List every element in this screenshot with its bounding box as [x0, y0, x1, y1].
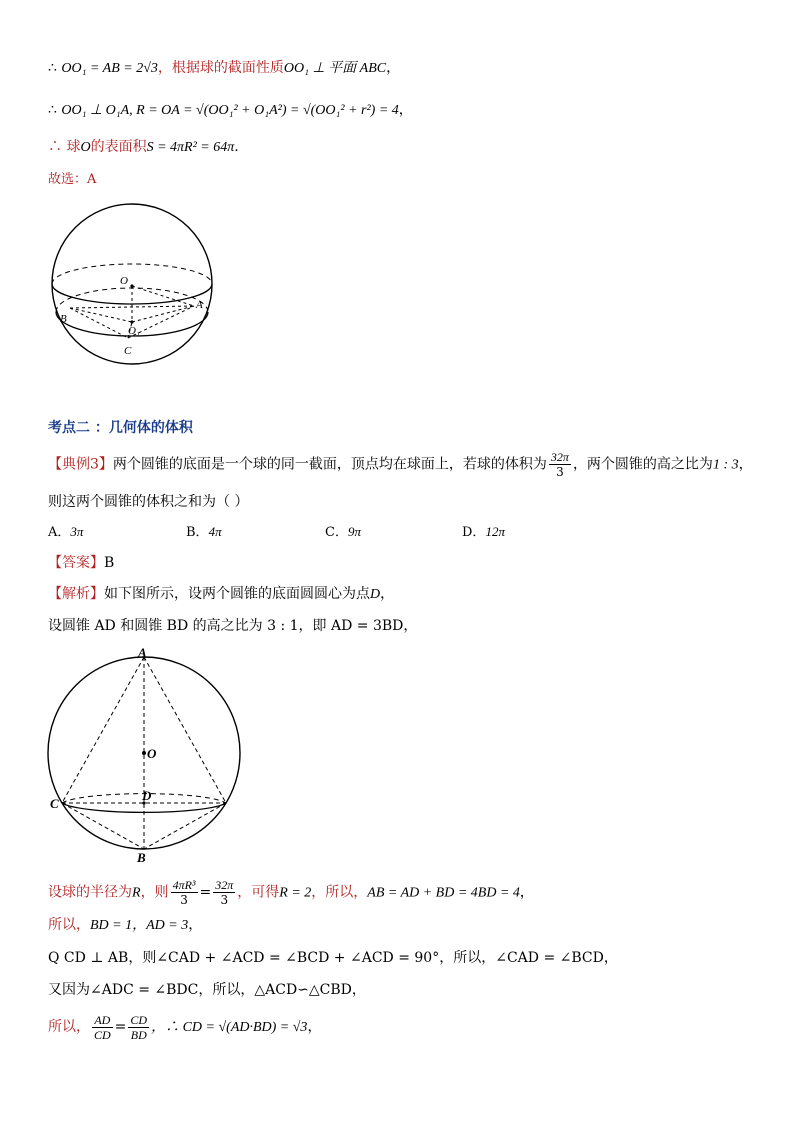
sphere-figure-1 [44, 198, 224, 378]
formula-cd: ，∴ CD = √(AD·BD) = √3 [151, 1020, 308, 1035]
label-a: A [138, 645, 147, 660]
formula-oo1: OO₁ = AB = 2√3 [61, 61, 158, 76]
step3-line [48, 137, 239, 158]
punct: ， [307, 1019, 322, 1035]
label-c: C [50, 796, 59, 811]
analysis-line1 [48, 584, 394, 605]
ratio-fraction-2 [128, 1013, 149, 1042]
option-letter: C． [325, 525, 348, 540]
frac-den: 3 [220, 893, 229, 907]
option-letter: D． [462, 525, 486, 540]
label-b: B [137, 850, 146, 865]
volume-fraction [171, 878, 198, 907]
calc1-text2: ，则 [140, 884, 169, 901]
formula-ab: AB = AD + BD = 4BD = 4 [367, 885, 520, 901]
punct: ， [398, 102, 413, 118]
frac-num: CD [130, 1012, 148, 1027]
sphere-cone-figure [40, 645, 250, 865]
calc2-text: 所以， [48, 917, 90, 933]
formula-perp: OO₁ ⊥ 平面 ABC [283, 61, 387, 76]
label-o1: O₁ [128, 325, 140, 337]
step3-prefix: ∴ 球 [48, 139, 81, 155]
frac-den: CD [94, 1027, 111, 1042]
equals: = [199, 884, 212, 901]
frac-den: 3 [556, 465, 564, 479]
analysis-text: 如下图所示，设两个圆锥的底面圆圆心为点 [104, 586, 370, 602]
punct: ， [380, 586, 395, 602]
ratio-fraction-1 [92, 1013, 113, 1042]
frac-den: 3 [180, 893, 188, 907]
var-d: D [370, 587, 381, 602]
label-d: D [142, 788, 152, 803]
option-value: 12π [485, 524, 505, 539]
frac-num: AD [92, 1013, 113, 1028]
sphere-volume-fraction [549, 450, 571, 479]
option-b[interactable] [186, 522, 222, 543]
volume-value-fraction [213, 878, 235, 907]
punct: ， [188, 917, 203, 933]
formula-bd-ad: BD = 1，AD = 3 [90, 918, 189, 933]
option-value: 9π [347, 524, 361, 539]
formula-surface: S = 4πR² = 64π [146, 140, 235, 155]
formula-radius: OO₁ ⊥ O₁A, R = OA = √(OO₁² + O₁A²) = √(OO₁² + r²) = 4 [61, 103, 399, 118]
frac-num: 32π [550, 450, 569, 464]
label-a: A [196, 299, 203, 311]
calc1-text3: ，可得 [237, 884, 280, 901]
frac-den: BD [130, 1027, 147, 1042]
option-value: 4π [208, 524, 222, 539]
step2-line [48, 100, 413, 121]
option-letter: B． [186, 525, 209, 540]
calc-line1 [48, 878, 534, 907]
equals: = [114, 1019, 127, 1035]
analysis-line2: 设圆锥 AD 和圆锥 BD 的高之比为 3 : 1，即 AD = 3BD， [48, 618, 418, 634]
var-r: R [132, 885, 141, 901]
example-line1 [48, 450, 753, 479]
example-label: 【典例3】 [48, 456, 113, 473]
therefore-symbol: ∴ [48, 60, 62, 76]
example-text1: 两个圆锥的底面是一个球的同一截面，顶点均在球面上，若球的体积为 [112, 456, 547, 473]
calc1-text1: 设球的半径为 [48, 884, 132, 901]
punct: ， [738, 456, 753, 473]
step1-text: ，根据球的截面性质 [157, 60, 284, 76]
frac-num: 4πR³ [172, 878, 196, 892]
therefore-symbol: ∴ [48, 102, 62, 118]
option-letter: A． [48, 525, 71, 540]
calc-line5 [48, 1012, 321, 1043]
option-value: 3π [70, 524, 84, 539]
example-line2: 则这两个圆锥的体积之和为（ ） [48, 494, 249, 510]
punct: ， [519, 884, 534, 901]
ratio: 1 : 3 [712, 457, 739, 473]
calc1-text4: ，所以， [311, 884, 368, 901]
punct: . [234, 139, 239, 155]
option-a[interactable] [48, 522, 83, 543]
calc-line4: 又因为∠ADC = ∠BDC，所以，△ACD∽△CBD， [48, 982, 366, 998]
frac-num: 32π [215, 878, 234, 892]
step3-text: 的表面积 [90, 139, 147, 155]
formula-r: R = 2 [279, 885, 312, 901]
calc-line2 [48, 915, 202, 936]
option-c[interactable] [325, 522, 361, 543]
answer1: 故选：A [48, 172, 97, 187]
analysis-label: 【解析】 [48, 586, 104, 602]
label-b: B [60, 313, 67, 325]
label-o: O [120, 275, 128, 287]
var-o: O [80, 140, 91, 155]
step1-line [48, 58, 400, 79]
calc5-text: 所以， [48, 1019, 90, 1035]
label-o: O [147, 746, 157, 761]
example-text2: ，两个圆锥的高之比为 [572, 456, 713, 473]
answer-label: 【答案】 [48, 555, 104, 571]
section-title: 考点二 ：几何体的体积 [48, 420, 193, 436]
punct: ， [386, 60, 401, 76]
answer-value: B [104, 555, 115, 571]
calc-line3: Q CD ⊥ AB，则∠CAD + ∠ACD = ∠BCD + ∠ACD = 90°，所以，∠CAD = ∠BCD， [48, 950, 618, 966]
label-c: C [124, 345, 132, 357]
option-d[interactable] [462, 522, 505, 543]
answer-line [48, 553, 114, 573]
